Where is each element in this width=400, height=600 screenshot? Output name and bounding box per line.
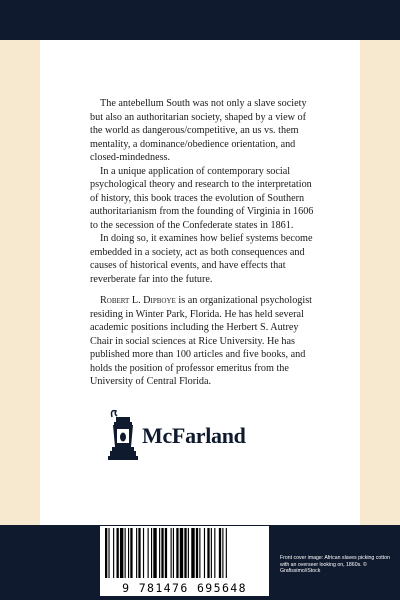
author-name: Robert L. Dipboye xyxy=(100,295,176,306)
blurb-paragraph-2: In a unique application of contemporary social psychological theory and research to the interpretation of history, this book traces the evolution of Southern authoritarianism from the founding of Virginia in 1606 to the secession of the Confederate states in 1861. xyxy=(90,165,314,231)
barcode xyxy=(103,528,266,578)
publisher-name: McFarland xyxy=(142,423,246,448)
author-bio-text: is an organizational psychologist residing in Winter Park, Florida. He has held several academic positions including the Herbert S. Autrey Chair in social sciences at Rice University. He has published more than 100 articles and five books, and holds the position of professor emeritus from the University of Central Florida. xyxy=(90,295,313,387)
barcode-box xyxy=(100,526,269,596)
cover-image-credit: Front cover image: African slaves picking cotton with an overseer looking on, 1860s. © Grafissimo/iStock xyxy=(280,555,390,574)
author-bio xyxy=(90,294,315,389)
top-navy-band xyxy=(0,0,400,40)
publisher-logo xyxy=(100,405,300,465)
lamp-icon xyxy=(100,405,140,465)
isbn-number: 9 781476 695648 xyxy=(122,581,247,595)
blurb-paragraph-3: In doing so, it examines how belief systems become embedded in a society, act as both consequences and causes of historical events, and have effects that reverberate far into the future. xyxy=(90,233,313,285)
cover-blurb xyxy=(90,97,315,389)
blurb-paragraph-1: The antebellum South was not only a slave society but also an authoritarian society, shaped by a view of the world as dangerous/competitive, an us vs. them mentality, a dominance/obedience orientation, and closed-mindedness. xyxy=(90,98,307,163)
